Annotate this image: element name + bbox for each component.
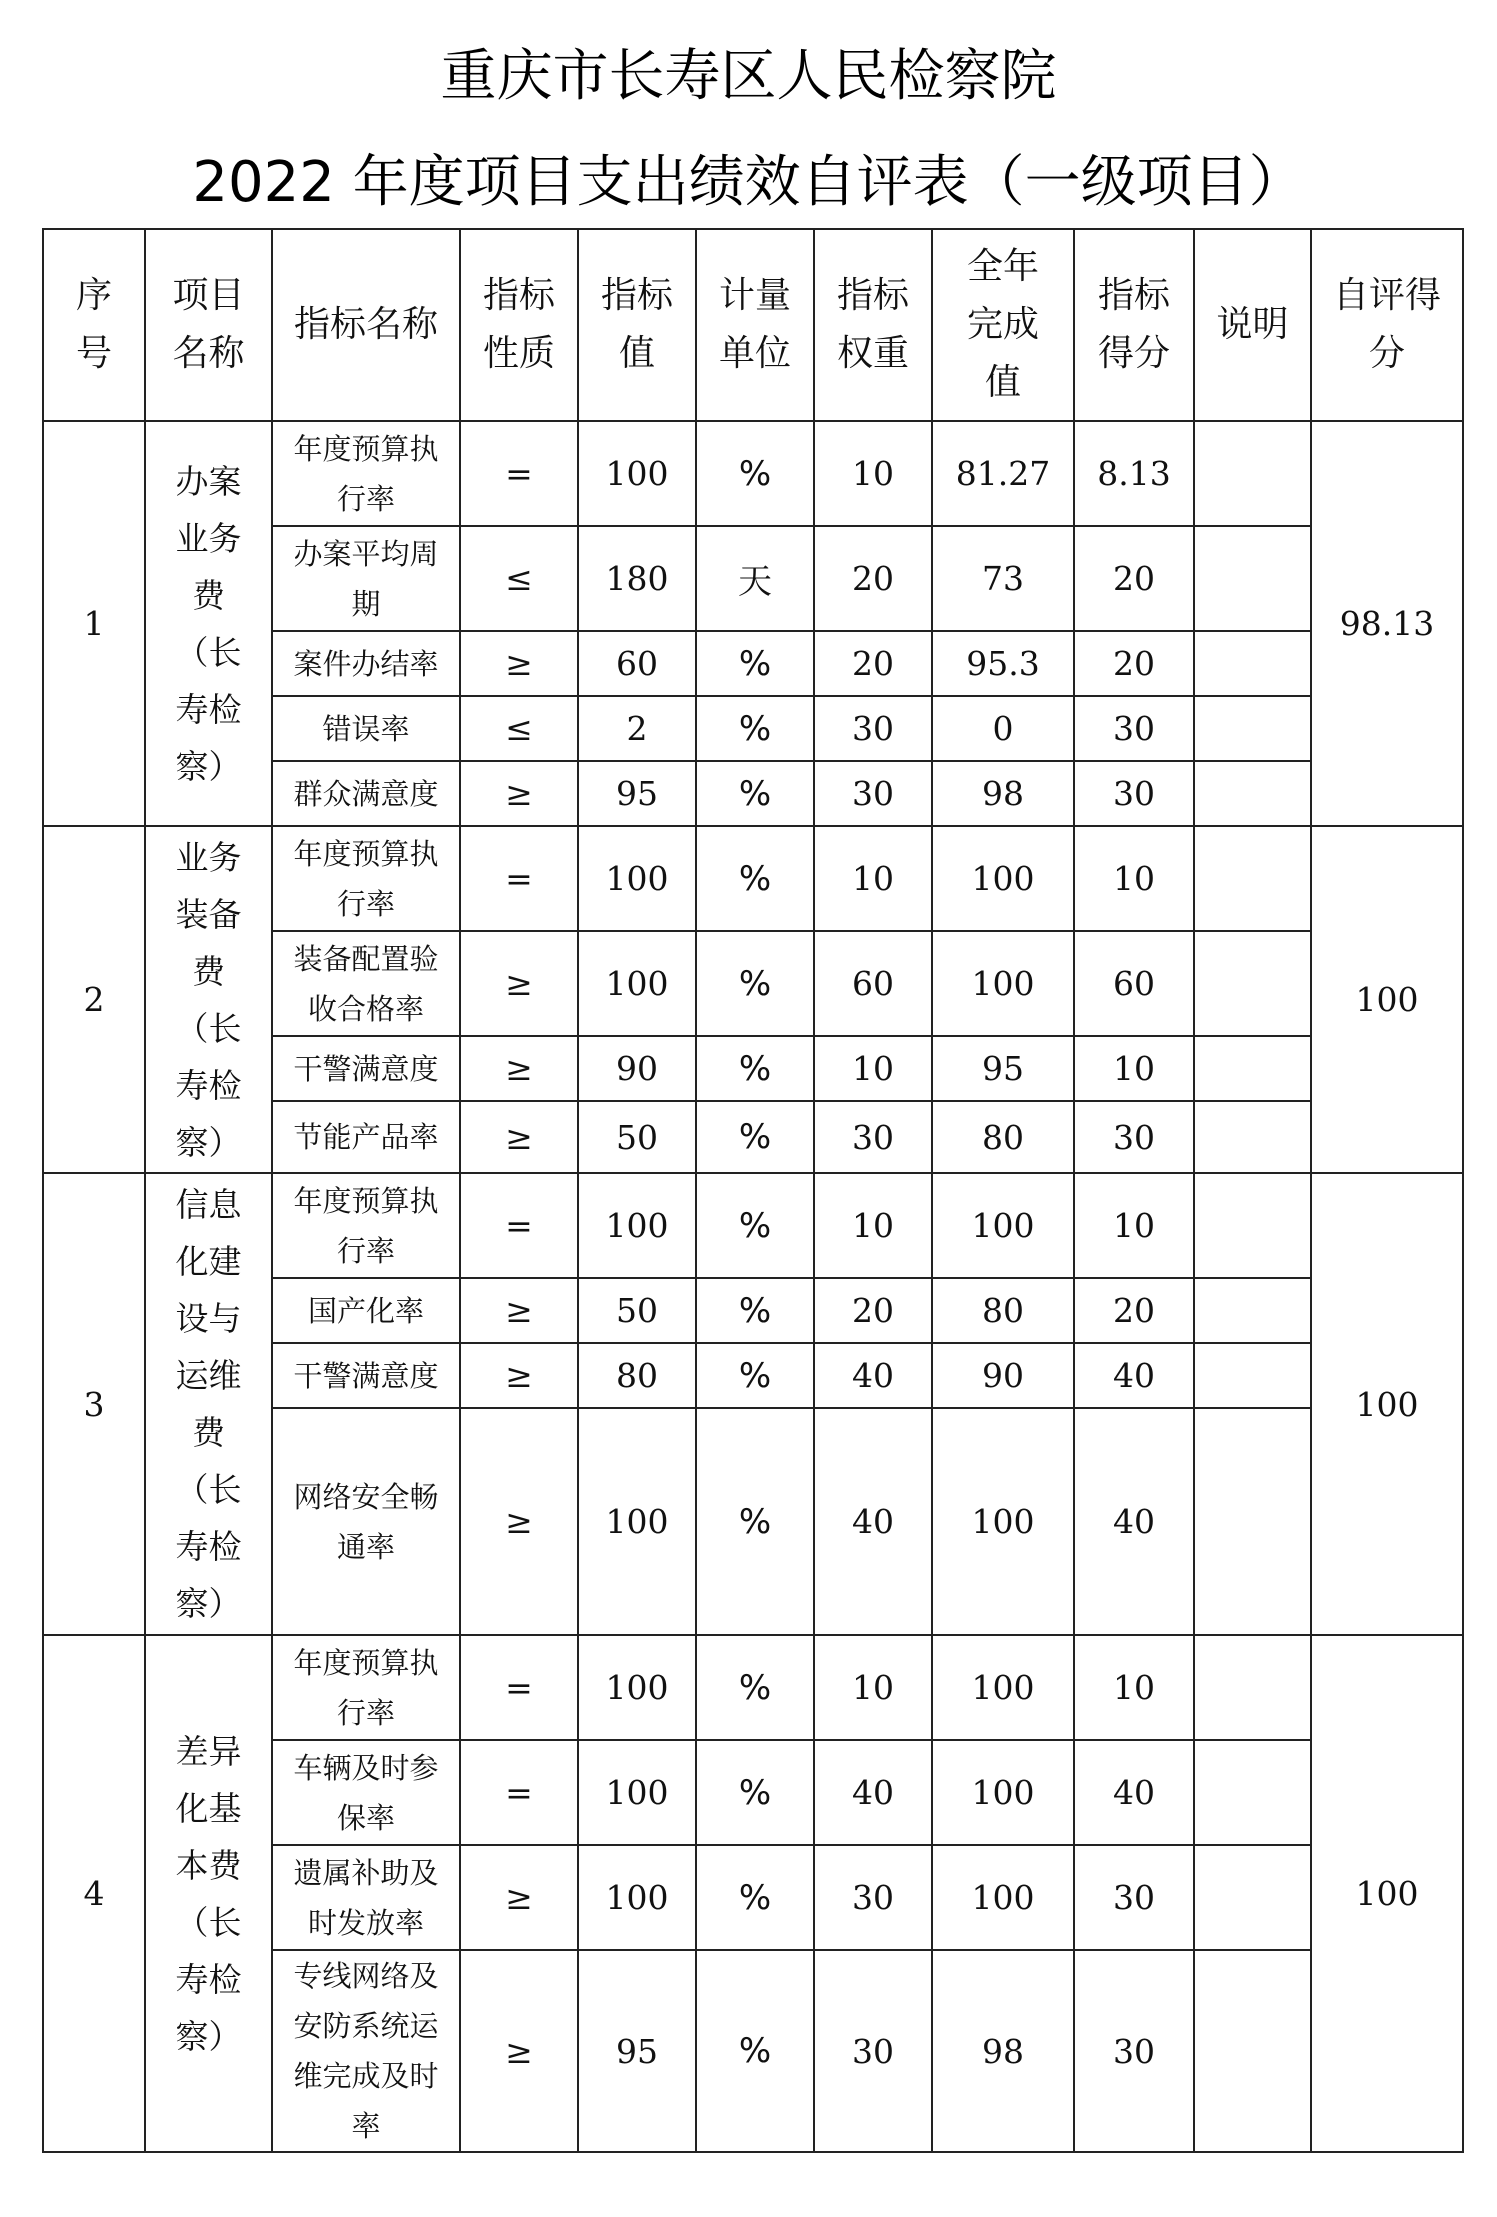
indicator-name-text: 案件办结率 <box>293 646 439 681</box>
project-name <box>145 1173 272 1635</box>
indicator-note <box>1194 1343 1311 1408</box>
indicator-name-text: 国产化率 <box>307 1293 424 1328</box>
indicator-nature-text: ≥ <box>505 774 533 813</box>
indicator-actual-text: 100 <box>971 1878 1035 1917</box>
indicator-nature <box>460 1036 578 1101</box>
indicator-value <box>578 1635 696 1740</box>
indicator-name <box>272 1101 460 1173</box>
indicator-unit <box>696 761 814 826</box>
table-row <box>43 1173 1463 1278</box>
indicator-value <box>578 1173 696 1278</box>
indicator-weight <box>814 1101 932 1173</box>
project-name-text: 差异化基本费（长寿检察） <box>175 1731 242 2056</box>
project-number <box>43 421 145 826</box>
indicator-weight <box>814 1950 932 2152</box>
indicator-points <box>1074 1845 1194 1950</box>
indicator-note <box>1194 1635 1311 1740</box>
indicator-name <box>272 1278 460 1343</box>
indicator-actual-text: 95 <box>982 1049 1024 1088</box>
indicator-name <box>272 1408 460 1635</box>
indicator-name-text: 专线网络及安防系统运维完成及时率 <box>293 1959 439 2143</box>
indicator-weight <box>814 1635 932 1740</box>
indicator-weight-text: 20 <box>852 644 894 683</box>
self-score <box>1311 1173 1463 1635</box>
indicator-unit-text: % <box>738 1290 772 1331</box>
indicator-nature-text: ≥ <box>505 1117 533 1157</box>
project-name-text: 信息化建设与运维费（长寿检察） <box>175 1185 242 1623</box>
performance-table <box>42 228 1464 2153</box>
indicator-name-text: 网络安全畅通率 <box>293 1479 439 1564</box>
indicator-actual <box>932 1408 1074 1635</box>
indicator-name-text: 车辆及时参保率 <box>293 1750 439 1835</box>
indicator-weight <box>814 826 932 931</box>
indicator-points-text: 40 <box>1113 1502 1155 1541</box>
indicator-actual-text: 95.3 <box>966 644 1040 683</box>
indicator-weight-text: 40 <box>852 1356 894 1395</box>
self-score-text: 100 <box>1355 1874 1419 1913</box>
indicator-weight-text: 10 <box>852 454 894 493</box>
indicator-unit-text: 天 <box>738 562 772 602</box>
indicator-actual <box>932 1278 1074 1343</box>
indicator-value <box>578 1343 696 1408</box>
indicator-name <box>272 526 460 631</box>
indicator-value <box>578 631 696 696</box>
indicator-name <box>272 1173 460 1278</box>
indicator-nature <box>460 1343 578 1408</box>
indicator-value-text: 80 <box>616 1356 658 1395</box>
indicator-name-text: 群众满意度 <box>293 776 439 811</box>
indicator-unit-text: % <box>738 643 772 684</box>
indicator-nature <box>460 1101 578 1173</box>
indicator-unit <box>696 826 814 931</box>
indicator-weight <box>814 1408 932 1635</box>
indicator-weight-text: 40 <box>852 1773 894 1812</box>
indicator-actual <box>932 696 1074 761</box>
indicator-value-text: 50 <box>616 1117 658 1157</box>
indicator-value <box>578 1101 696 1173</box>
indicator-name-text: 干警满意度 <box>293 1358 439 1393</box>
indicator-name <box>272 826 460 931</box>
header-cell: 序号 <box>43 229 145 421</box>
indicator-value <box>578 696 696 761</box>
indicator-name <box>272 1036 460 1101</box>
header-cell: 指标性质 <box>460 229 578 421</box>
indicator-unit-text: % <box>738 1667 772 1708</box>
header-cell: 指标权重 <box>814 229 932 421</box>
indicator-note <box>1194 1278 1311 1343</box>
page-title: 重庆市长寿区人民检察院 <box>440 44 1057 109</box>
indicator-weight <box>814 1740 932 1845</box>
indicator-actual <box>932 1635 1074 1740</box>
indicator-points-text: 10 <box>1113 1668 1155 1707</box>
indicator-unit <box>696 931 814 1036</box>
indicator-points <box>1074 1635 1194 1740</box>
header-cell: 计量单位 <box>696 229 814 421</box>
indicator-value-text: 90 <box>616 1049 658 1088</box>
indicator-nature <box>460 421 578 526</box>
indicator-value-text: 100 <box>605 1206 669 1245</box>
indicator-points <box>1074 1740 1194 1845</box>
project-number-text: 4 <box>83 1874 105 1913</box>
indicator-unit-text: % <box>738 773 772 814</box>
indicator-actual-text: 90 <box>982 1356 1024 1395</box>
table-row <box>43 1635 1463 1740</box>
indicator-value <box>578 1845 696 1950</box>
indicator-value <box>578 1278 696 1343</box>
indicator-unit <box>696 696 814 761</box>
indicator-nature-text: = <box>505 1668 533 1707</box>
indicator-unit <box>696 1740 814 1845</box>
indicator-name-text: 干警满意度 <box>293 1051 439 1086</box>
indicator-name <box>272 1740 460 1845</box>
indicator-nature-text: ≥ <box>505 1878 533 1917</box>
indicator-actual <box>932 826 1074 931</box>
indicator-actual-text: 98 <box>982 2031 1024 2071</box>
header-cell: 指标名称 <box>272 229 460 421</box>
indicator-value <box>578 826 696 931</box>
indicator-points-text: 10 <box>1113 1049 1155 1088</box>
indicator-actual-text: 0 <box>992 709 1014 748</box>
indicator-points-text: 10 <box>1113 1206 1155 1245</box>
indicator-unit <box>696 1343 814 1408</box>
indicator-name <box>272 421 460 526</box>
indicator-weight-text: 40 <box>852 1502 894 1541</box>
indicator-actual <box>932 1845 1074 1950</box>
indicator-points <box>1074 761 1194 826</box>
project-number <box>43 826 145 1173</box>
indicator-actual-text: 100 <box>971 964 1035 1003</box>
indicator-note <box>1194 1845 1311 1950</box>
indicator-nature <box>460 931 578 1036</box>
indicator-weight <box>814 1343 932 1408</box>
indicator-nature-text: ≥ <box>505 1291 533 1330</box>
indicator-unit <box>696 421 814 526</box>
indicator-weight-text: 20 <box>852 1291 894 1330</box>
indicator-weight <box>814 761 932 826</box>
indicator-name <box>272 1845 460 1950</box>
indicator-nature-text: ≥ <box>505 1356 533 1395</box>
indicator-actual <box>932 421 1074 526</box>
indicator-name <box>272 1343 460 1408</box>
indicator-nature <box>460 1740 578 1845</box>
indicator-name-text: 年度预算执行率 <box>293 431 439 516</box>
indicator-unit <box>696 631 814 696</box>
indicator-value-text: 100 <box>605 1668 669 1707</box>
indicator-note <box>1194 1101 1311 1173</box>
indicator-points <box>1074 1278 1194 1343</box>
project-name-text: 业务装备费（长寿检察） <box>175 837 242 1162</box>
indicator-weight <box>814 931 932 1036</box>
project-name <box>145 1635 272 2152</box>
self-score-text: 98.13 <box>1339 604 1435 643</box>
indicator-nature-text: = <box>505 859 533 898</box>
indicator-value-text: 95 <box>616 774 658 813</box>
self-score <box>1311 421 1463 826</box>
indicator-value-text: 100 <box>605 1502 669 1541</box>
indicator-points-text: 40 <box>1113 1773 1155 1812</box>
indicator-nature-text: = <box>505 1206 533 1245</box>
indicator-nature-text: ≤ <box>505 709 533 748</box>
indicator-unit-text: % <box>738 1117 772 1157</box>
header-row <box>43 229 1463 421</box>
indicator-unit <box>696 1036 814 1101</box>
indicator-actual-text: 80 <box>982 1117 1024 1157</box>
indicator-note <box>1194 826 1311 931</box>
indicator-weight-text: 60 <box>852 964 894 1003</box>
indicator-points <box>1074 931 1194 1036</box>
indicator-actual <box>932 931 1074 1036</box>
indicator-weight-text: 30 <box>852 774 894 813</box>
indicator-value-text: 100 <box>605 1773 669 1812</box>
indicator-actual-text: 73 <box>982 559 1024 598</box>
page-subtitle: 2022 年度项目支出绩效自评表（一级项目） <box>192 150 1305 215</box>
indicator-value-text: 95 <box>616 2031 658 2071</box>
indicator-weight <box>814 1036 932 1101</box>
project-name <box>145 826 272 1173</box>
table-row <box>43 826 1463 931</box>
indicator-actual-text: 81.27 <box>955 454 1051 493</box>
indicator-points-text: 30 <box>1113 774 1155 813</box>
indicator-name-text: 节能产品率 <box>293 1120 439 1154</box>
indicator-nature-text: = <box>505 454 533 493</box>
indicator-nature <box>460 1408 578 1635</box>
indicator-value <box>578 761 696 826</box>
header-cell: 指标值 <box>578 229 696 421</box>
indicator-value-text: 100 <box>605 859 669 898</box>
self-score-text: 100 <box>1355 1384 1419 1424</box>
indicator-nature-text: ≥ <box>505 2031 533 2071</box>
indicator-weight-text: 30 <box>852 709 894 748</box>
header-cell: 指标得分 <box>1074 229 1194 421</box>
indicator-nature-text: ≥ <box>505 964 533 1003</box>
indicator-unit-text: % <box>738 1501 772 1542</box>
indicator-weight-text: 10 <box>852 859 894 898</box>
indicator-note <box>1194 1740 1311 1845</box>
indicator-nature <box>460 1950 578 2152</box>
indicator-value <box>578 1950 696 2152</box>
indicator-actual-text: 100 <box>971 1502 1035 1541</box>
indicator-actual <box>932 1101 1074 1173</box>
indicator-note <box>1194 1036 1311 1101</box>
indicator-weight-text: 30 <box>852 2031 894 2071</box>
indicator-weight <box>814 1173 932 1278</box>
indicator-value-text: 60 <box>616 644 658 683</box>
indicator-points <box>1074 826 1194 931</box>
indicator-unit-text: % <box>738 453 772 494</box>
indicator-weight-text: 30 <box>852 1117 894 1157</box>
indicator-unit <box>696 1635 814 1740</box>
indicator-name-text: 年度预算执行率 <box>293 1645 439 1730</box>
indicator-points <box>1074 1343 1194 1408</box>
project-number-text: 1 <box>83 604 105 643</box>
indicator-name-text: 装备配置验收合格率 <box>293 941 439 1026</box>
indicator-name <box>272 931 460 1036</box>
indicator-note <box>1194 1408 1311 1635</box>
indicator-value <box>578 421 696 526</box>
indicator-unit-text: % <box>738 1772 772 1813</box>
indicator-points-text: 30 <box>1113 709 1155 748</box>
self-score <box>1311 1635 1463 2152</box>
indicator-points <box>1074 1101 1194 1173</box>
indicator-weight <box>814 631 932 696</box>
indicator-nature <box>460 826 578 931</box>
indicator-nature <box>460 1278 578 1343</box>
indicator-name <box>272 696 460 761</box>
project-number <box>43 1635 145 2152</box>
indicator-note <box>1194 1950 1311 2152</box>
indicator-nature <box>460 526 578 631</box>
indicator-value-text: 100 <box>605 964 669 1003</box>
indicator-value-text: 100 <box>605 454 669 493</box>
indicator-points-text: 30 <box>1113 2031 1155 2071</box>
indicator-unit-text: % <box>738 1355 772 1396</box>
indicator-note <box>1194 526 1311 631</box>
indicator-name-text: 年度预算执行率 <box>293 1183 439 1268</box>
indicator-note <box>1194 1173 1311 1278</box>
indicator-actual <box>932 1173 1074 1278</box>
indicator-actual-text: 100 <box>971 1773 1035 1812</box>
indicator-unit-text: % <box>738 858 772 899</box>
indicator-points <box>1074 1036 1194 1101</box>
indicator-note <box>1194 696 1311 761</box>
indicator-weight <box>814 1845 932 1950</box>
indicator-unit-text: % <box>738 2031 772 2071</box>
indicator-name <box>272 631 460 696</box>
indicator-value <box>578 526 696 631</box>
indicator-points-text: 20 <box>1113 1291 1155 1330</box>
indicator-nature <box>460 1845 578 1950</box>
project-number <box>43 1173 145 1635</box>
indicator-value <box>578 931 696 1036</box>
project-number-text: 3 <box>83 1384 105 1424</box>
indicator-nature <box>460 631 578 696</box>
indicator-weight <box>814 421 932 526</box>
header-cell: 项目名称 <box>145 229 272 421</box>
indicator-nature-text: ≥ <box>505 1049 533 1088</box>
indicator-name <box>272 1635 460 1740</box>
indicator-unit <box>696 1950 814 2152</box>
indicator-weight-text: 10 <box>852 1206 894 1245</box>
indicator-weight <box>814 526 932 631</box>
indicator-points <box>1074 421 1194 526</box>
indicator-actual <box>932 631 1074 696</box>
indicator-value-text: 100 <box>605 1878 669 1917</box>
indicator-actual <box>932 526 1074 631</box>
indicator-name-text: 遗属补助及时发放率 <box>293 1855 439 1940</box>
indicator-actual <box>932 1950 1074 2152</box>
indicator-nature-text: ≥ <box>505 1502 533 1541</box>
indicator-note <box>1194 421 1311 526</box>
indicator-nature-text: ≥ <box>505 644 533 683</box>
indicator-weight <box>814 696 932 761</box>
indicator-unit <box>696 1845 814 1950</box>
indicator-actual <box>932 1343 1074 1408</box>
indicator-points <box>1074 1173 1194 1278</box>
indicator-value <box>578 1036 696 1101</box>
indicator-value <box>578 1740 696 1845</box>
indicator-nature <box>460 761 578 826</box>
indicator-actual <box>932 761 1074 826</box>
indicator-actual-text: 98 <box>982 774 1024 813</box>
indicator-unit-text: % <box>738 1877 772 1918</box>
indicator-note <box>1194 631 1311 696</box>
indicator-points-text: 40 <box>1113 1356 1155 1395</box>
indicator-actual-text: 100 <box>971 859 1035 898</box>
indicator-nature-text: = <box>505 1773 533 1812</box>
indicator-weight-text: 10 <box>852 1668 894 1707</box>
header-cell: 说明 <box>1194 229 1311 421</box>
project-name-text: 办案业务费（长寿检察） <box>175 461 242 786</box>
indicator-unit <box>696 1173 814 1278</box>
indicator-note <box>1194 931 1311 1036</box>
indicator-nature-text: ≤ <box>505 559 533 598</box>
indicator-points-text: 20 <box>1113 559 1155 598</box>
indicator-nature <box>460 1635 578 1740</box>
self-score-text: 100 <box>1355 980 1419 1019</box>
indicator-points-text: 30 <box>1113 1878 1155 1917</box>
indicator-points <box>1074 631 1194 696</box>
indicator-note <box>1194 761 1311 826</box>
indicator-unit-text: % <box>738 708 772 749</box>
indicator-name-text: 办案平均周期 <box>293 536 439 621</box>
self-score <box>1311 826 1463 1173</box>
indicator-actual-text: 100 <box>971 1206 1035 1245</box>
indicator-name-text: 错误率 <box>322 711 410 746</box>
indicator-points-text: 10 <box>1113 859 1155 898</box>
indicator-value <box>578 1408 696 1635</box>
indicator-value-text: 180 <box>605 559 669 598</box>
indicator-actual <box>932 1036 1074 1101</box>
indicator-nature <box>460 1173 578 1278</box>
indicator-weight-text: 10 <box>852 1049 894 1088</box>
indicator-points-text: 60 <box>1113 964 1155 1003</box>
indicator-unit-text: % <box>738 963 772 1004</box>
indicator-nature <box>460 696 578 761</box>
indicator-unit <box>696 1278 814 1343</box>
indicator-name <box>272 761 460 826</box>
indicator-points <box>1074 526 1194 631</box>
indicator-value-text: 50 <box>616 1291 658 1330</box>
project-name <box>145 421 272 826</box>
indicator-points <box>1074 1950 1194 2152</box>
indicator-unit-text: % <box>738 1048 772 1089</box>
table-row <box>43 421 1463 526</box>
indicator-value-text: 2 <box>626 709 648 748</box>
header-cell: 全年完成值 <box>932 229 1074 421</box>
indicator-actual-text: 80 <box>982 1291 1024 1330</box>
indicator-actual-text: 100 <box>971 1668 1035 1707</box>
indicator-name <box>272 1950 460 2152</box>
indicator-points <box>1074 1408 1194 1635</box>
indicator-points-text: 30 <box>1113 1117 1155 1157</box>
indicator-name-text: 年度预算执行率 <box>293 836 439 921</box>
indicator-unit-text: % <box>738 1205 772 1246</box>
indicator-points <box>1074 696 1194 761</box>
indicator-weight-text: 30 <box>852 1878 894 1917</box>
indicator-points-text: 8.13 <box>1097 454 1171 493</box>
indicator-points-text: 20 <box>1113 644 1155 683</box>
project-number-text: 2 <box>83 980 105 1019</box>
indicator-unit <box>696 526 814 631</box>
header-cell: 自评得分 <box>1311 229 1463 421</box>
indicator-weight-text: 20 <box>852 559 894 598</box>
indicator-unit <box>696 1408 814 1635</box>
indicator-unit <box>696 1101 814 1173</box>
indicator-actual <box>932 1740 1074 1845</box>
indicator-weight <box>814 1278 932 1343</box>
